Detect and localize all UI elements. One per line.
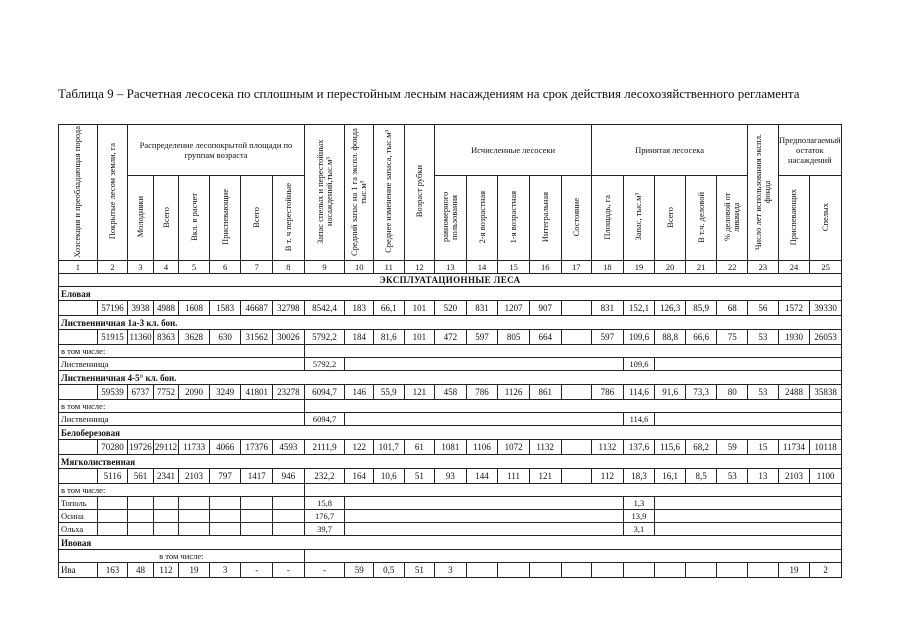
header-c10: Средний запас на 1 га экспл. фонда тыс.м³ <box>345 125 374 261</box>
cell-c10: 164 <box>345 469 374 484</box>
table-row <box>59 385 842 400</box>
cell-c22: 75 <box>717 330 748 345</box>
cell-c5: 2103 <box>179 469 210 484</box>
cell-c24: 11734 <box>778 440 810 455</box>
cell-c15 <box>498 563 530 578</box>
table-caption: Таблица 9 – Расчетная лесосека по сплошным и перестойным лесным насаждениям на срок действия лесохозяйственного регламента <box>58 86 800 101</box>
cell-c4: 112 <box>153 563 178 578</box>
cell-c19: 152,1 <box>623 301 655 316</box>
cell-c23: 23 <box>748 261 779 274</box>
cell-c7: 41801 <box>241 385 273 400</box>
column-number-row <box>59 261 842 274</box>
cell-c1 <box>59 440 98 455</box>
species-label: Ольха <box>59 523 98 536</box>
cell-c7: 1417 <box>241 469 273 484</box>
header-c17: Состояние <box>561 176 592 261</box>
header-c2: Покрытые лесом земли, га <box>97 125 128 261</box>
cell-c16: 1132 <box>529 440 561 455</box>
cell-c13: 93 <box>435 469 467 484</box>
group-title: Белоберезовая <box>59 426 842 440</box>
cell-c25: 35838 <box>810 385 842 400</box>
cell-c20 <box>655 563 686 578</box>
cell-c25: 25 <box>810 261 842 274</box>
cell-c8: 4593 <box>273 440 305 455</box>
cell-c13: 520 <box>435 301 467 316</box>
header-c14: 2-я возрастная <box>466 176 498 261</box>
cell-c12: 121 <box>404 385 435 400</box>
cell-c9: 8542,4 <box>304 301 345 316</box>
cell-c9: 5792,2 <box>304 330 345 345</box>
cell-c4: 4988 <box>153 301 178 316</box>
cell-c21: 73,3 <box>685 385 717 400</box>
cell-c9: 5792,2 <box>304 358 345 371</box>
header-group-accepted: Принятая лесосека <box>592 125 748 176</box>
cell-c12: 51 <box>404 563 435 578</box>
vtom-label: в том числе: <box>59 484 305 497</box>
cell-c25: 10118 <box>810 440 842 455</box>
cell-c20: 88,8 <box>655 330 686 345</box>
group-row-list13 <box>59 316 842 330</box>
cell-c17: 17 <box>561 261 592 274</box>
header-c3: Молодняки <box>128 176 153 261</box>
cell-c19: 114,6 <box>623 385 655 400</box>
header-c12: Возраст рубки <box>404 125 435 261</box>
cell-c14: 831 <box>466 301 498 316</box>
header-c8: В т. ч перестойные <box>273 176 305 261</box>
cell-c6: 3249 <box>209 385 241 400</box>
cell-c21 <box>685 563 717 578</box>
species-label: Лиственница <box>59 358 305 371</box>
group-title: Мягколиственная <box>59 455 842 469</box>
cell-c19: 114,6 <box>623 413 655 426</box>
cell-c18: 831 <box>592 301 624 316</box>
header-c20: Всего <box>655 176 686 261</box>
cell-c23 <box>748 563 779 578</box>
cell-c20: 20 <box>655 261 686 274</box>
table-row <box>59 497 842 510</box>
cell-c9: 6094,7 <box>304 385 345 400</box>
table-row <box>59 413 842 426</box>
cell-c13: 3 <box>435 563 467 578</box>
species-label: Лиственница <box>59 413 305 426</box>
cell-c2: 51915 <box>97 330 128 345</box>
group-row-bel <box>59 426 842 440</box>
header-c9: Запас спелых и перестойных насаждений,тыс.м³ <box>304 125 345 261</box>
cell-c6: 797 <box>209 469 241 484</box>
cell-c5: 19 <box>179 563 210 578</box>
cell-c11: 81,6 <box>373 330 404 345</box>
cell-c14: 1106 <box>466 440 498 455</box>
cell-c3: 3 <box>128 261 153 274</box>
cell-c21: 21 <box>685 261 717 274</box>
cell-c17 <box>561 563 592 578</box>
cell-c24: 24 <box>778 261 810 274</box>
group-row-elovaya <box>59 287 842 301</box>
cell-c3: 11360 <box>128 330 153 345</box>
header-c5: Вкл. в расчет <box>179 176 210 261</box>
cell-c19: 137,6 <box>623 440 655 455</box>
cell-c5: 2090 <box>179 385 210 400</box>
cell-c8: - <box>273 563 305 578</box>
cell-c21: 85,9 <box>685 301 717 316</box>
header-c21: В т.ч. деловой <box>685 176 717 261</box>
cell-c25: 1100 <box>810 469 842 484</box>
cell-c16: 16 <box>529 261 561 274</box>
cell-c18: 597 <box>592 330 624 345</box>
cell-c9: 176,7 <box>304 510 345 523</box>
cell-c13: 13 <box>435 261 467 274</box>
cell-c10: 146 <box>345 385 374 400</box>
section-row <box>59 274 842 287</box>
cell-c21: 68,2 <box>685 440 717 455</box>
cell-c6: 3 <box>209 563 241 578</box>
cell-c3: 19726 <box>128 440 153 455</box>
cell-c12: 12 <box>404 261 435 274</box>
cell-c19: 13,9 <box>623 510 655 523</box>
cell-c14 <box>466 563 498 578</box>
cell-c17 <box>561 440 592 455</box>
subtotal-label-row <box>59 400 842 413</box>
cell-c8: 946 <box>273 469 305 484</box>
cell-c7: - <box>241 563 273 578</box>
cell-c1 <box>59 301 98 316</box>
cell-c12: 61 <box>404 440 435 455</box>
cell-c19: 109,6 <box>623 358 655 371</box>
cell-c14: 14 <box>466 261 498 274</box>
cell-c15: 1072 <box>498 440 530 455</box>
cell-c11: 10,6 <box>373 469 404 484</box>
cell-c19: 19 <box>623 261 655 274</box>
cell-c13: 1081 <box>435 440 467 455</box>
cell-c2: 57196 <box>97 301 128 316</box>
cutting-area-table <box>58 124 842 578</box>
header-c23: Число лет использования экспл. фонда <box>748 125 779 261</box>
header-group-remainder: Предполагаемый остаток насаждений <box>778 125 841 176</box>
header-row-1 <box>59 125 842 176</box>
cell-c4: 2341 <box>153 469 178 484</box>
cell-c10: 184 <box>345 330 374 345</box>
cell-c9: 9 <box>304 261 345 274</box>
cell-c10: 122 <box>345 440 374 455</box>
header-c16: Интегральная <box>529 176 561 261</box>
cell-c4: 7752 <box>153 385 178 400</box>
cell-c3: 3938 <box>128 301 153 316</box>
cell-c11: 11 <box>373 261 404 274</box>
group-row-iva <box>59 536 842 550</box>
section-title: ЭКСПЛУАТАЦИОННЫЕ ЛЕСА <box>59 274 842 287</box>
cell-c15: 1126 <box>498 385 530 400</box>
header-c1: Хозсекция и преобладающая порода <box>59 125 98 261</box>
cell-c10: 183 <box>345 301 374 316</box>
header-c15: 1-я возрастная <box>498 176 530 261</box>
cell-c7: 31562 <box>241 330 273 345</box>
cell-c9: 6094,7 <box>304 413 345 426</box>
vtom-label: в том числе: <box>59 550 305 563</box>
subtotal-label-row <box>59 484 842 497</box>
cell-c6: 630 <box>209 330 241 345</box>
cell-c3: 48 <box>128 563 153 578</box>
cell-c24: 19 <box>778 563 810 578</box>
cell-c2: 163 <box>97 563 128 578</box>
cell-c19: 3,1 <box>623 523 655 536</box>
cell-c18 <box>592 563 624 578</box>
cell-c19 <box>623 563 655 578</box>
cell-c9: 39,7 <box>304 523 345 536</box>
cell-c4: 4 <box>153 261 178 274</box>
cell-c7: 17376 <box>241 440 273 455</box>
cell-c11: 66,1 <box>373 301 404 316</box>
cell-c6: 6 <box>209 261 241 274</box>
cell-c23: 15 <box>748 440 779 455</box>
header-c18: Площадь, га <box>592 176 624 261</box>
cell-c17 <box>561 385 592 400</box>
cell-c15: 15 <box>498 261 530 274</box>
cell-c9: - <box>304 563 345 578</box>
header-c24: Приспевающих <box>778 176 810 261</box>
cell-c20: 126,3 <box>655 301 686 316</box>
header-c19: Запас, тыс.м³ <box>623 176 655 261</box>
cell-c21: 66,6 <box>685 330 717 345</box>
cell-c16: 121 <box>529 469 561 484</box>
cell-c7: 46687 <box>241 301 273 316</box>
cell-c12: 51 <box>404 469 435 484</box>
cell-c19: 109,6 <box>623 330 655 345</box>
cell-c6: 4066 <box>209 440 241 455</box>
header-c11: Среднее изменение запаса, тыс.м³ <box>373 125 404 261</box>
subtotal-label-row <box>59 345 842 358</box>
cell-c19: 18,3 <box>623 469 655 484</box>
group-title: Лиственничная 4-5° кл. бон. <box>59 371 842 385</box>
cell-c8: 8 <box>273 261 305 274</box>
cell-c17 <box>561 330 592 345</box>
cell-c22: 22 <box>717 261 748 274</box>
cell-c16: 664 <box>529 330 561 345</box>
cell-c5: 3628 <box>179 330 210 345</box>
cell-c13: 472 <box>435 330 467 345</box>
cell-c8: 30026 <box>273 330 305 345</box>
group-row-list45 <box>59 371 842 385</box>
cell-c1 <box>59 469 98 484</box>
cell-c12: 101 <box>404 330 435 345</box>
group-row-myag <box>59 455 842 469</box>
cell-c9: 2111,9 <box>304 440 345 455</box>
table-row <box>59 440 842 455</box>
cell-c15: 805 <box>498 330 530 345</box>
cell-c10: 10 <box>345 261 374 274</box>
cell-c7: 7 <box>241 261 273 274</box>
cell-c20: 115,6 <box>655 440 686 455</box>
cell-c16: 907 <box>529 301 561 316</box>
cell-c18: 1132 <box>592 440 624 455</box>
cell-c2: 70280 <box>97 440 128 455</box>
vtom-label: в том числе: <box>59 345 305 358</box>
cell-c24: 1572 <box>778 301 810 316</box>
cell-c2: 5116 <box>97 469 128 484</box>
group-title: Еловая <box>59 287 842 301</box>
header-c4: Всего <box>153 176 178 261</box>
table-row <box>59 469 842 484</box>
cell-c9: 15,8 <box>304 497 345 510</box>
cell-c15: 1207 <box>498 301 530 316</box>
cell-c23: 13 <box>748 469 779 484</box>
cell-c22: 53 <box>717 469 748 484</box>
cell-c9: 232,2 <box>304 469 345 484</box>
header-c25: Спелых <box>810 176 842 261</box>
cell-c3: 6737 <box>128 385 153 400</box>
cell-c16: 861 <box>529 385 561 400</box>
cell-c22: 59 <box>717 440 748 455</box>
cell-c20: 91,6 <box>655 385 686 400</box>
table-row <box>59 563 842 578</box>
cell-c11: 55,9 <box>373 385 404 400</box>
cell-c24: 2103 <box>778 469 810 484</box>
cell-c11: 0,5 <box>373 563 404 578</box>
cell-c4: 8363 <box>153 330 178 345</box>
cell-c18: 112 <box>592 469 624 484</box>
cell-c18: 786 <box>592 385 624 400</box>
cell-c6: 1583 <box>209 301 241 316</box>
cell-c14: 144 <box>466 469 498 484</box>
cell-c8: 23278 <box>273 385 305 400</box>
cell-c4: 29112 <box>153 440 178 455</box>
header-c13: равномерного пользования <box>435 176 467 261</box>
cell-c22: 80 <box>717 385 748 400</box>
vtom-label: в том числе: <box>59 400 305 413</box>
cell-c2: 59539 <box>97 385 128 400</box>
cell-c23: 56 <box>748 301 779 316</box>
cell-c25: 2 <box>810 563 842 578</box>
cell-c5: 1608 <box>179 301 210 316</box>
table-row <box>59 523 842 536</box>
cell-c23: 53 <box>748 385 779 400</box>
cell-c12: 101 <box>404 301 435 316</box>
cell-c22 <box>717 563 748 578</box>
cell-c1: Ива <box>59 563 98 578</box>
cell-c14: 786 <box>466 385 498 400</box>
table-row <box>59 358 842 371</box>
header-row-2 <box>59 176 842 261</box>
cell-c8: 32798 <box>273 301 305 316</box>
cell-c19: 1,3 <box>623 497 655 510</box>
cell-c16 <box>529 563 561 578</box>
cell-c24: 1930 <box>778 330 810 345</box>
cell-c13: 458 <box>435 385 467 400</box>
cell-c1: 1 <box>59 261 98 274</box>
cell-c5: 11733 <box>179 440 210 455</box>
cell-c25: 26053 <box>810 330 842 345</box>
cell-c17 <box>561 469 592 484</box>
cell-c1 <box>59 385 98 400</box>
cell-c17 <box>561 301 592 316</box>
subtotal-label-row <box>59 550 842 563</box>
group-title: Лиственничная 1а-3 кл. бон. <box>59 316 842 330</box>
cell-c21: 8,5 <box>685 469 717 484</box>
cell-c15: 111 <box>498 469 530 484</box>
cell-c23: 53 <box>748 330 779 345</box>
cell-c22: 68 <box>717 301 748 316</box>
cell-c14: 597 <box>466 330 498 345</box>
table-row <box>59 510 842 523</box>
header-c7: Всего <box>241 176 273 261</box>
cell-c24: 2488 <box>778 385 810 400</box>
cell-c25: 39330 <box>810 301 842 316</box>
cell-c20: 16,1 <box>655 469 686 484</box>
group-title: Ивовая <box>59 536 842 550</box>
header-group-calculated: Исчисленные лесосеки <box>435 125 592 176</box>
cell-c18: 18 <box>592 261 624 274</box>
cell-c3: 561 <box>128 469 153 484</box>
cell-c2: 2 <box>97 261 128 274</box>
species-label: Тополь <box>59 497 98 510</box>
cell-c10: 59 <box>345 563 374 578</box>
header-c22: % деловой от ликвида <box>717 176 748 261</box>
header-group-distribution: Распределение лесопокрытой площади по группам возраста <box>128 125 304 176</box>
cell-c11: 101,7 <box>373 440 404 455</box>
table-row <box>59 301 842 316</box>
species-label: Осина <box>59 510 98 523</box>
cell-c1 <box>59 330 98 345</box>
table-row <box>59 330 842 345</box>
header-c6: Приспевающие <box>209 176 241 261</box>
cell-c5: 5 <box>179 261 210 274</box>
